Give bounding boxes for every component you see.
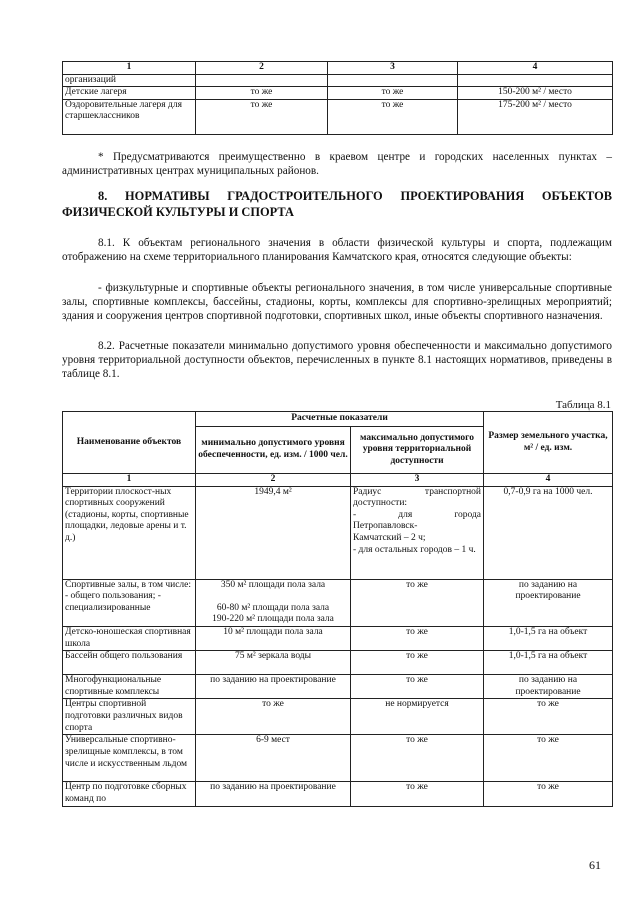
cell: 150-200 м² / место — [458, 87, 613, 100]
cell-name: Универсальные спортивно-зрелищные комплексы, в том числе и искусственным льдом — [63, 735, 196, 782]
head-min: минимально допустимого уровня обеспеченности, ед. изм. / 1000 чел. — [196, 427, 351, 474]
cell-min: по заданию на проектирование — [196, 782, 351, 806]
text: 350 м² площади пола зала — [220, 579, 326, 590]
cell-size: то же — [484, 735, 613, 782]
cell — [196, 74, 328, 87]
text: Радиус — [353, 486, 382, 497]
cell-min: по заданию на проектирование — [196, 675, 351, 699]
table-row — [63, 626, 613, 650]
cell-size: то же — [484, 782, 613, 806]
cell: Оздоровительные лагеря для старшеклассников — [63, 99, 196, 134]
text: Петропавловск- — [353, 521, 418, 532]
cell-max: то же — [351, 626, 484, 650]
cell-min: 75 м² зеркала воды — [196, 651, 351, 675]
cell: то же — [196, 99, 328, 134]
table-row — [63, 579, 613, 626]
cell: то же — [328, 87, 458, 100]
paragraph-objects-list: - физкультурные и спортивные объекты регионального значения, в том числе универсальные спортивные залы, спортивные комплексы, бассейны, стадионы, корты, комплексы для спортивно-зрелищных мероприятий; здания и сооружения центров спортивной подготовки, спортивных школ, иные объекты спортивного назначения. — [62, 282, 612, 322]
text: - для остальных городов – 1 ч. — [353, 544, 476, 555]
cell-name: Центры спортивной подготовки различных видов спорта — [63, 699, 196, 735]
cell-min: то же — [196, 699, 351, 735]
cell: Детские лагеря — [63, 87, 196, 100]
cell-max: то же — [351, 651, 484, 675]
footnote: * Предусматриваются преимущественно в краевом центре и городских населенных пунктах – административных центрах муниципальных районов. — [62, 151, 612, 177]
t1-head-3: 3 — [328, 62, 458, 75]
table-row — [63, 99, 613, 134]
t1-head-1: 1 — [63, 62, 196, 75]
cell-max: то же — [351, 675, 484, 699]
page-number: 61 — [589, 858, 601, 872]
cell: то же — [196, 87, 328, 100]
text: доступности: — [353, 498, 408, 509]
text: - — [353, 509, 357, 520]
cell-size: по заданию на проектирование — [484, 579, 613, 626]
cell — [328, 74, 458, 87]
cell-size: 0,7-0,9 га на 1000 чел. — [484, 486, 613, 579]
cell-min: 1949,4 м² — [196, 486, 351, 579]
num-1: 1 — [63, 474, 196, 487]
table-row — [63, 87, 613, 100]
head-group: Расчетные показатели — [196, 412, 484, 427]
cell-name: Территории плоскост-ных спортивных сооружений (стадионы, корты, спортивные площадки, ледовые арены и т. д.) — [63, 486, 196, 579]
num-4: 4 — [484, 474, 613, 487]
cell-max: не нормируется — [351, 699, 484, 735]
cell-size: 1,0-1,5 га на объект — [484, 626, 613, 650]
table-row — [63, 782, 613, 806]
cell-name: Детско-юношеская спортивная школа — [63, 626, 196, 650]
text: Камчатский – 2 ч; — [353, 532, 426, 543]
text: 190-220 м² площади пола зала — [212, 614, 334, 625]
head-max: максимально допустимого уровня территориальной доступности — [351, 427, 484, 474]
cell-max: то же — [351, 782, 484, 806]
table-row — [63, 486, 613, 579]
section-heading: 8. НОРМАТИВЫ ГРАДОСТРОИТЕЛЬНОГО ПРОЕКТИРОВАНИЯ ОБЪЕКТОВ ФИЗИЧЕСКОЙ КУЛЬТУРЫ И СПОРТА — [62, 189, 612, 219]
cell: организаций — [63, 74, 196, 87]
table-8-1 — [62, 411, 613, 807]
top-table — [62, 61, 613, 135]
table-row — [63, 74, 613, 87]
text: города — [454, 509, 481, 520]
cell: то же — [328, 99, 458, 134]
table-row — [63, 735, 613, 782]
head-size: Размер земельного участка, м² / ед. изм. — [484, 412, 613, 474]
cell-min: 10 м² площади пола зала — [196, 626, 351, 650]
cell-name: Центр по подготовке сборных команд по — [63, 782, 196, 806]
cell-min — [196, 579, 351, 626]
table-row — [63, 675, 613, 699]
head-name: Наименование объектов — [63, 412, 196, 474]
paragraph-8-1: 8.1. К объектам регионального значения в области физической культуры и спорта, подлежащим отображению на схеме территориального планирования Камчатского края, относятся следующие объекты: — [62, 237, 612, 263]
cell-size: по заданию на проектирование — [484, 675, 613, 699]
cell-name: Многофункциональные спортивные комплексы — [63, 675, 196, 699]
table-caption: Таблица 8.1 — [555, 399, 611, 411]
num-3: 3 — [351, 474, 484, 487]
text: 60-80 м² площади пола зала — [216, 602, 330, 613]
t1-head-2: 2 — [196, 62, 328, 75]
cell-size: 1,0-1,5 га на объект — [484, 651, 613, 675]
cell-name: Спортивные залы, в том числе: - общего пользования; - специализированные — [63, 579, 196, 626]
num-2: 2 — [196, 474, 351, 487]
cell: 175-200 м² / место — [458, 99, 613, 134]
cell — [458, 74, 613, 87]
t1-head-4: 4 — [458, 62, 613, 75]
cell-max: то же — [351, 579, 484, 626]
text: для — [398, 509, 413, 520]
table-row — [63, 699, 613, 735]
text: транспортной — [424, 486, 481, 497]
cell-max: то же — [351, 735, 484, 782]
cell-name: Бассейн общего пользования — [63, 651, 196, 675]
table-row — [63, 651, 613, 675]
paragraph-8-2: 8.2. Расчетные показатели минимально допустимого уровня обеспеченности и максимально допустимого уровня территориальной доступности объектов, перечисленных в пункте 8.1 настоящих нормативов, приведены в таблице 8.1. — [62, 340, 612, 380]
cell-min: 6-9 мест — [196, 735, 351, 782]
cell-max — [351, 486, 484, 579]
cell-size: то же — [484, 699, 613, 735]
